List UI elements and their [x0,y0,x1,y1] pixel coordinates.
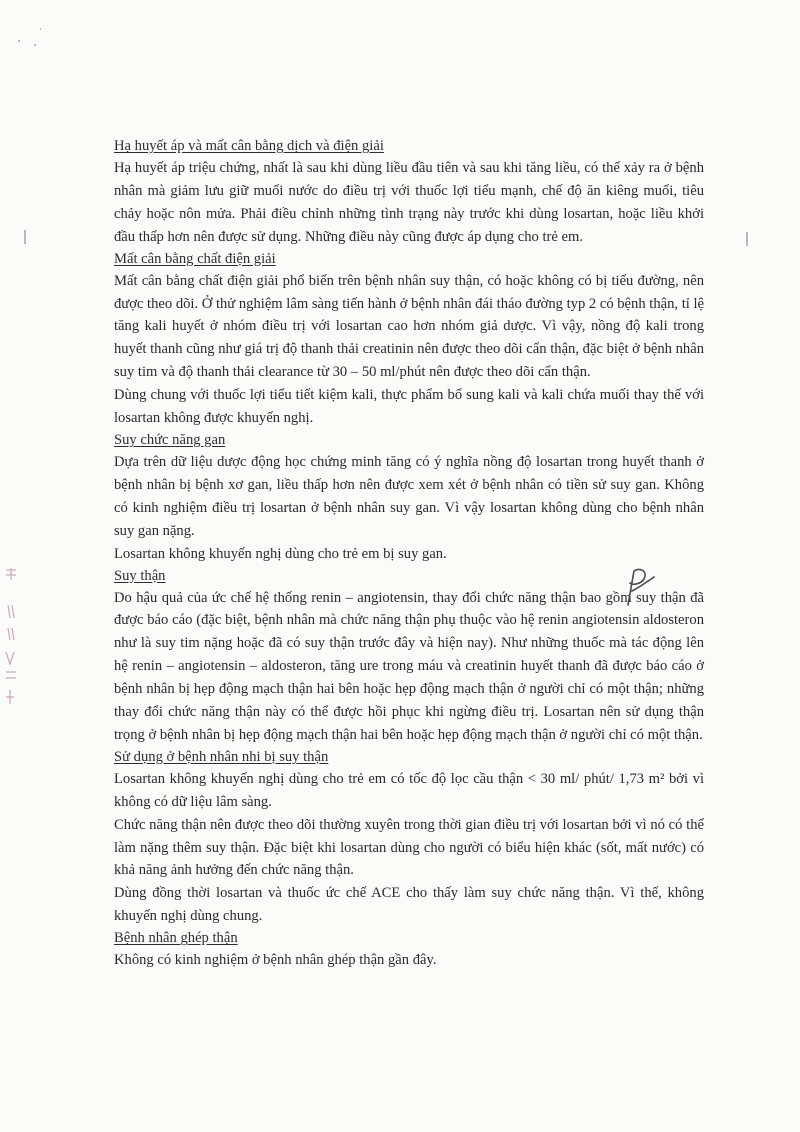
paragraph: Dùng chung với thuốc lợi tiểu tiết kiệm kali, thực phẩm bổ sung kali và kali chứa muối thay thế với losartan không được khuyến nghị. [114,387,704,427]
paragraph: Dùng đồng thời losartan và thuốc ức chế ACE cho thấy làm suy chức năng thận. Vì thế, không khuyến nghị dùng chung. [114,885,704,925]
margin-stamp-marks-icon [0,560,22,710]
paragraph: Losartan không khuyến nghị dùng cho trẻ em có tốc độ lọc cầu thận < 30 ml/ phút/ 1,73 m² bởi vì không có dữ liệu lâm sàng. [114,770,704,810]
section-heading: Mất cân bằng chất điện giải [114,250,276,267]
paragraph: Không có kinh nghiệm ở bệnh nhân ghép thận gần đây. [114,952,437,969]
section-renal-impairment [114,566,704,747]
section-electrolyte-imbalance [114,249,704,430]
section-heading: Bệnh nhân ghép thận [114,930,238,947]
section-heading: Hạ huyết áp và mất cân bằng dịch và điện giải [114,138,384,154]
scan-speck [18,40,20,42]
scan-speck [24,230,26,244]
paragraph: Mất cân bằng chất điện giải phổ biến trên bệnh nhân suy thận, có hoặc không có bị tiểu đường, nên được theo dõi. Ở thử nghiệm lâm sàng tiến hành ở bệnh nhân đái tháo đường typ 2 có bệnh thận, tỉ lệ tăng kali huyết ở nhóm điều trị với losartan cao hơn nhóm giả dược. Vì vậy, nồng độ kali trong huyết thanh cũng như giá trị độ thanh thải creatinin nên được theo dõi cẩn thận, đặc biệt ở bệnh nhân suy tim và độ thanh thải clearance từ 30 – 50 ml/phút nên được theo dõi cẩn thận. [114,272,704,381]
paragraph: Losartan không khuyến nghị dùng cho trẻ em bị suy gan. [114,545,447,562]
document-body [114,136,704,972]
paragraph: Hạ huyết áp triệu chứng, nhất là sau khi dùng liều đầu tiên và sau khi tăng liều, có thể xảy ra ở bệnh nhân mà giảm lưu giữ muối nước do điều trị với thuốc lợi tiểu mạnh, chế độ ăn kiêng muối, tiêu chảy hoặc nôn mửa. Phải điều chỉnh những tình trạng này trước khi dùng losartan, hoặc liều khởi đầu thấp hơn nên được sử dụng. Những điều này cũng được áp dụng cho trẻ em. [114,160,704,245]
handwritten-initial-icon [618,565,658,610]
scan-speck [40,28,41,30]
section-heading: Sử dụng ở bệnh nhân nhi bị suy thận [114,748,329,765]
section-heading: Suy thận [114,567,166,584]
section-pediatric-renal [114,747,704,928]
paragraph: Dựa trên dữ liệu dược động học chứng minh tăng có ý nghĩa nồng độ losartan trong huyết thanh ở bệnh nhân bị bệnh xơ gan, liều thấp hơn nên được xem xét ở bệnh nhân có tiền sử suy gan. Không có kinh nghiệm điều trị losartan ở bệnh nhân suy gan. Vì vậy losartan không dùng cho bệnh nhân suy gan nặng. [114,453,704,539]
section-kidney-transplant [114,928,704,972]
paragraph: Chức năng thận nên được theo dõi thường xuyên trong thời gian điều trị với losartan bởi vì nó có thể làm nặng thêm suy thận. Đặc biệt khi losartan dùng cho người có biểu hiện khác (sốt, mất nước) có khả năng ảnh hưởng đến chức năng thận. [114,816,704,879]
section-hypotension [114,136,704,249]
paragraph: Do hậu quả của ức chế hệ thống renin – angiotensin, thay đổi chức năng thận bao gồm suy thận đã được báo cáo (đặc biệt, bệnh nhân mà chức năng thận phụ thuộc vào hệ renin angiotensin aldosteron như là suy tim nặng hoặc đã có suy thận trước đây và hiện nay). Như những thuốc mà tác động lên hệ renin – angiotensin – aldosteron, tăng ure trong máu và creatinin huyết thanh đã được báo cáo ở bệnh nhân bị hẹp động mạch thận hai bên hoặc hẹp động mạch thận ở người chỉ có một thận; những thay đổi chức năng thận này có thể được hồi phục khi ngừng điều trị. Losartan nên sử dụng thận trọng ở bệnh nhân bị hẹp động mạch thận hai bên hoặc hẹp động mạch thận ở người chỉ có một thận. [114,589,704,743]
section-hepatic-impairment [114,430,704,566]
section-heading: Suy chức năng gan [114,431,226,448]
scan-speck [746,232,748,246]
scan-speck [34,44,36,46]
